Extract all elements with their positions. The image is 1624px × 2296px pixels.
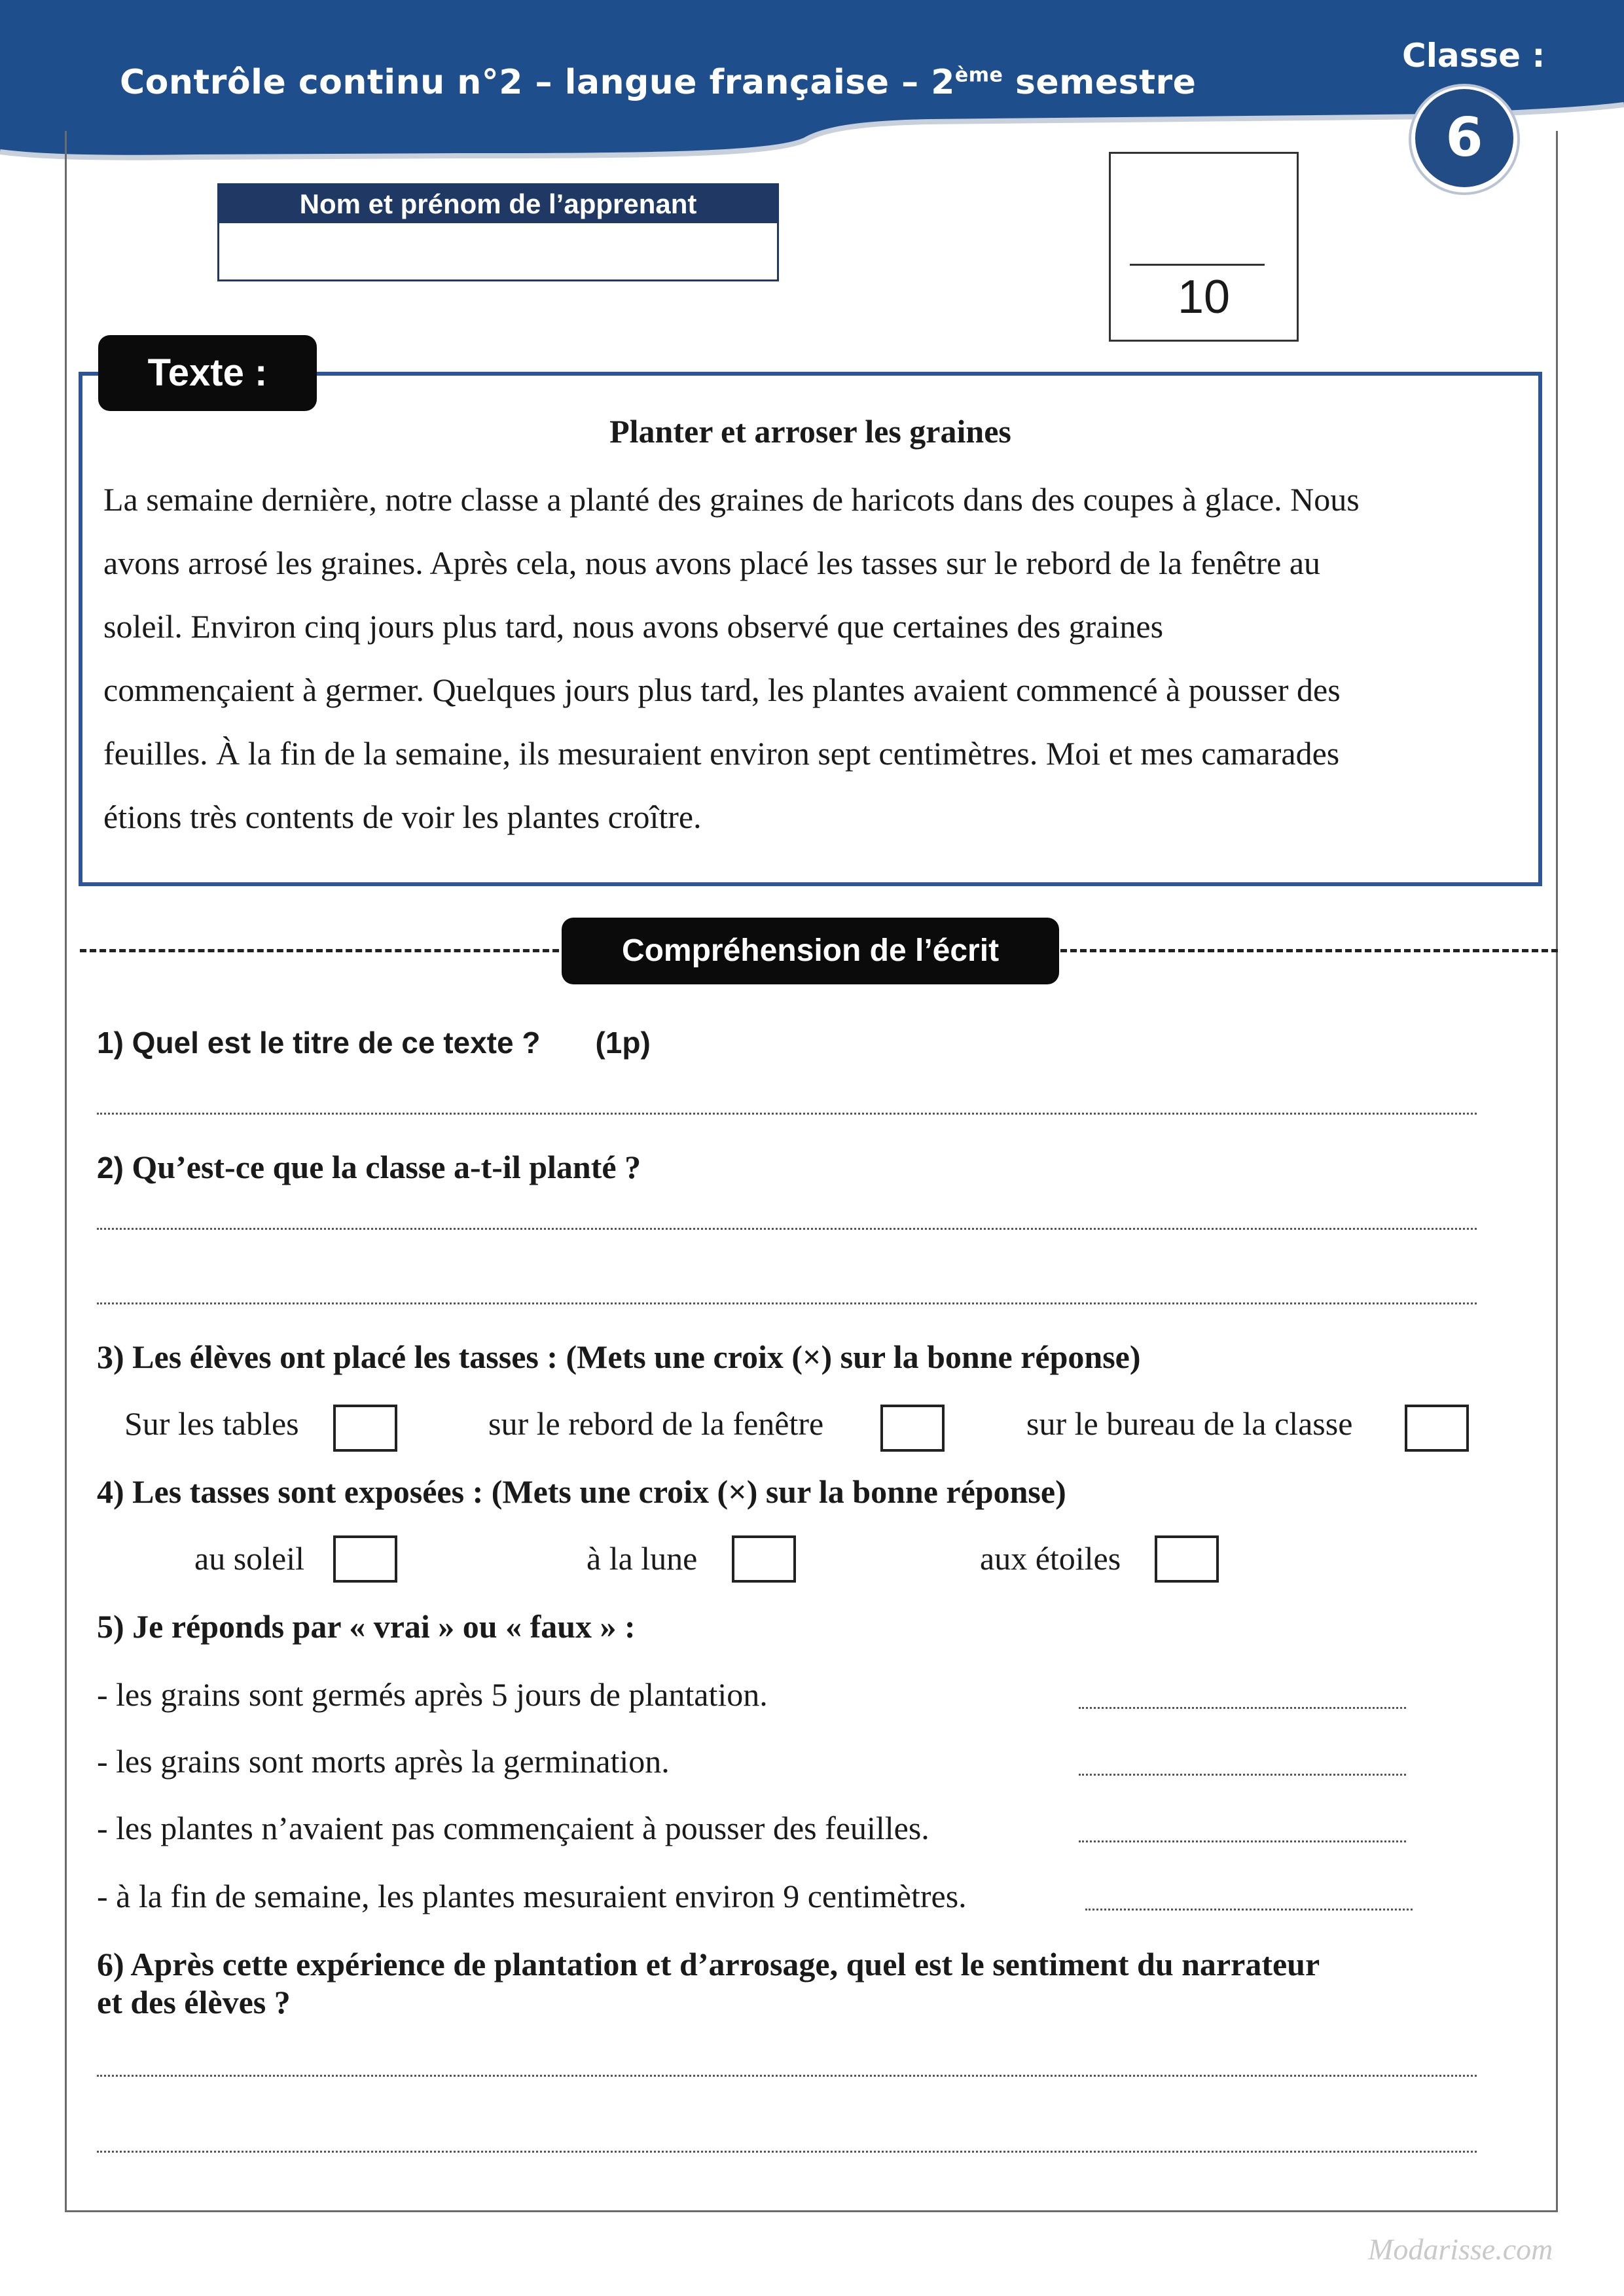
question-4: 4) Les tasses sont exposées : (Mets une croix (×) sur la bonne réponse): [97, 1473, 1066, 1510]
answer-line-q6-1[interactable]: [97, 2075, 1477, 2077]
texte-tab: Texte :: [98, 335, 317, 411]
question-5: 5) Je réponds par « vrai » ou « faux » :: [97, 1608, 636, 1645]
class-number: 6: [1415, 89, 1513, 187]
question-6: 6) Après cette expérience de plantation et d’arrosage, quel est le sentiment du narrateur et des élèves ?: [97, 1946, 1320, 2020]
q4-checkbox-stars[interactable]: [1155, 1535, 1219, 1583]
section-divider-left: [80, 949, 559, 952]
q5-statement: - à la fin de semaine, les plantes mesuraient environ 9 centimètres.: [97, 1878, 967, 1914]
student-name-label: Nom et prénom de l’apprenant: [219, 185, 777, 223]
q5-statement: - les plantes n’avaient pas commençaient à pousser des feuilles.: [97, 1810, 929, 1846]
text-line: avons arrosé les graines. Après cela, nous avons placé les tasses sur le rebord de la fenêtre au: [103, 545, 1321, 581]
q3-option-label: sur le rebord de la fenêtre: [488, 1405, 824, 1442]
q4-checkbox-sun[interactable]: [333, 1535, 397, 1583]
answer-line-q2-2[interactable]: [97, 1302, 1477, 1304]
question-1-points: (1p): [595, 1026, 651, 1060]
q3-checkbox-tables[interactable]: [333, 1405, 397, 1452]
q5-statement: - les grains sont morts après la germination.: [97, 1743, 670, 1780]
question-1: 1) Quel est le titre de ce texte ? (1p): [97, 1026, 651, 1060]
reading-text-title: Planter et arroser les graines: [609, 413, 1011, 450]
text-line: étions très contents de voir les plantes croître.: [103, 798, 702, 835]
comprehension-tab: Compréhension de l’écrit: [562, 918, 1059, 984]
q5-answer-line-1[interactable]: [1079, 1707, 1406, 1709]
section-divider-right: [1060, 949, 1558, 952]
reading-text-body: [103, 468, 1524, 849]
text-line: commençaient à germer. Quelques jours plus tard, les plantes avaient commencé à pousser des: [103, 672, 1341, 708]
answer-line-q1[interactable]: [97, 1113, 1477, 1115]
question-2: 2) Qu’est-ce que la classe a-t-il planté ?: [97, 1149, 641, 1185]
student-name-field[interactable]: [223, 225, 774, 278]
q4-option-label: à la lune: [586, 1540, 698, 1577]
classe-label: Classe :: [1402, 37, 1545, 75]
q3-checkbox-window[interactable]: [880, 1405, 945, 1452]
score-fraction-line: [1130, 264, 1265, 266]
q5-statement: - les grains sont germés après 5 jours de plantation.: [97, 1676, 768, 1713]
q3-checkbox-desk[interactable]: [1405, 1405, 1469, 1452]
text-line: feuilles. À la fin de la semaine, ils mesuraient environ sept centimètres. Moi et mes camarades: [103, 735, 1340, 772]
text-line: La semaine dernière, notre classe a planté des graines de haricots dans des coupes à glace. Nous: [103, 481, 1360, 518]
exam-title: Contrôle continu n°2 – langue française – 2ème semestre: [120, 63, 1197, 102]
score-field[interactable]: [1113, 157, 1295, 260]
score-max: 10: [1177, 271, 1231, 323]
q5-answer-line-3[interactable]: [1079, 1840, 1406, 1842]
q3-option-label: sur le bureau de la classe: [1026, 1405, 1353, 1442]
q4-option-label: au soleil: [194, 1540, 305, 1577]
text-line: soleil. Environ cinq jours plus tard, nous avons observé que certaines des graines: [103, 608, 1164, 645]
answer-line-q2-1[interactable]: [97, 1228, 1477, 1230]
watermark: Modarisse.com: [1368, 2233, 1553, 2266]
question-3: 3) Les élèves ont placé les tasses : (Mets une croix (×) sur la bonne réponse): [97, 1338, 1141, 1375]
q5-answer-line-4[interactable]: [1085, 1909, 1413, 1910]
q4-checkbox-moon[interactable]: [732, 1535, 796, 1583]
answer-line-q6-2[interactable]: [97, 2151, 1477, 2153]
q5-answer-line-2[interactable]: [1079, 1774, 1406, 1776]
q3-option-label: Sur les tables: [124, 1405, 299, 1442]
q4-option-label: aux étoiles: [980, 1540, 1121, 1577]
